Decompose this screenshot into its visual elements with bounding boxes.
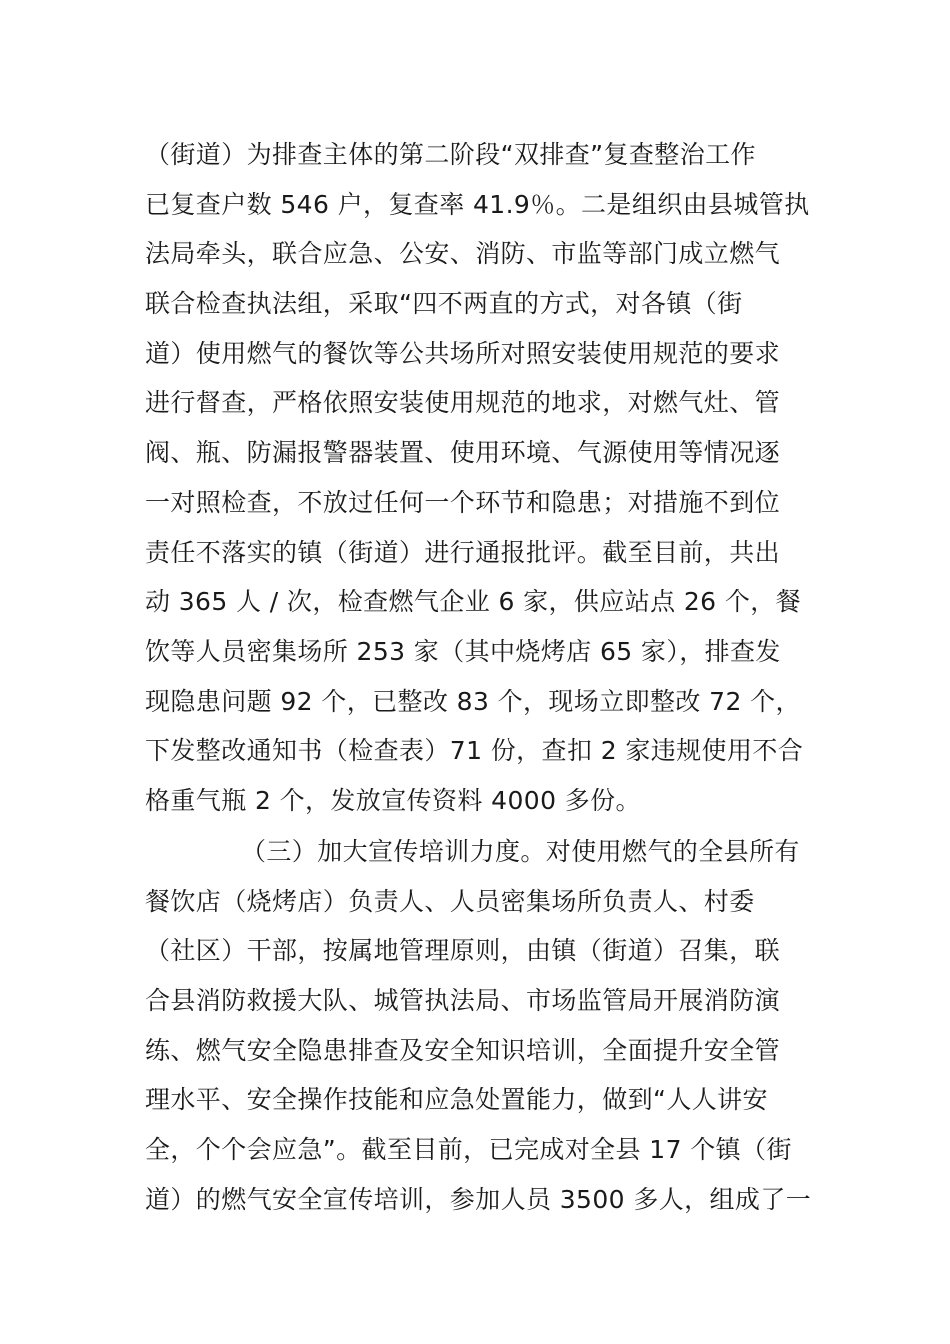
text-line: 格重气瓶 2 个，发放宣传资料 4000 多份。	[145, 785, 641, 815]
text-line: 下发整改通知书（检查表）71 份，查扣 2 家违规使用不合	[145, 736, 804, 766]
text-line: 联合检查执法组，采取“四不两直的方式，对各镇（街	[145, 289, 743, 319]
paragraph-inspection-results	[145, 130, 810, 826]
text-line: 餐饮店（烧烤店）负责人、人员密集场所负责人、村委	[145, 886, 755, 916]
text-line: 合县消防救援大队、城管执法局、市场监管局开展消防演	[145, 986, 781, 1016]
paragraph-publicity-training	[145, 827, 810, 1225]
text-line: 阀、瓶、防漏报警器装置、使用环境、气源使用等情况逐	[145, 438, 781, 468]
text-line: 道）使用燃气的餐饮等公共场所对照安装使用规范的要求	[145, 338, 781, 368]
text-line: 动 365 人 / 次，检查燃气企业 6 家，供应站点 26 个，餐	[145, 587, 802, 617]
text-line: 已复查户数 546 户，复查率 41.9％。二是组织由县城管执	[145, 189, 810, 219]
text-line: 一对照检查，不放过任何一个环节和隐患；对措施不到位	[145, 487, 781, 517]
text-line: 责任不落实的镇（街道）进行通报批评。截至目前，共出	[145, 537, 781, 567]
text-line: 法局牵头，联合应急、公安、消防、市监等部门成立燃气	[145, 239, 781, 269]
text-line: 现隐患问题 92 个，已整改 83 个，现场立即整改 72 个，	[145, 686, 801, 716]
text-line: 道）的燃气安全宣传培训，参加人员 3500 多人，组成了一	[145, 1184, 812, 1214]
text-line: 全，个个会应急”。截至目前，已完成对全县 17 个镇（街	[145, 1135, 792, 1165]
text-line: 练、燃气安全隐患排查及安全知识培训，全面提升安全管	[145, 1035, 781, 1065]
text-line: 进行督查，严格依照安装使用规范的地求，对燃气灶、管	[145, 388, 781, 418]
text-line: （社区）干部，按属地管理原则，由镇（街道）召集，联	[145, 936, 781, 966]
text-line: 理水平、安全操作技能和应急处置能力，做到“人人讲安	[145, 1085, 768, 1115]
text-line-indented: （三）加大宣传培训力度。对使用燃气的全县所有	[241, 837, 800, 866]
text-line: （街道）为排查主体的第二阶段“双排查”复查整治工作	[145, 140, 756, 169]
text-line: 饮等人员密集场所 253 家（其中烧烤店 65 家），排查发	[145, 636, 781, 666]
